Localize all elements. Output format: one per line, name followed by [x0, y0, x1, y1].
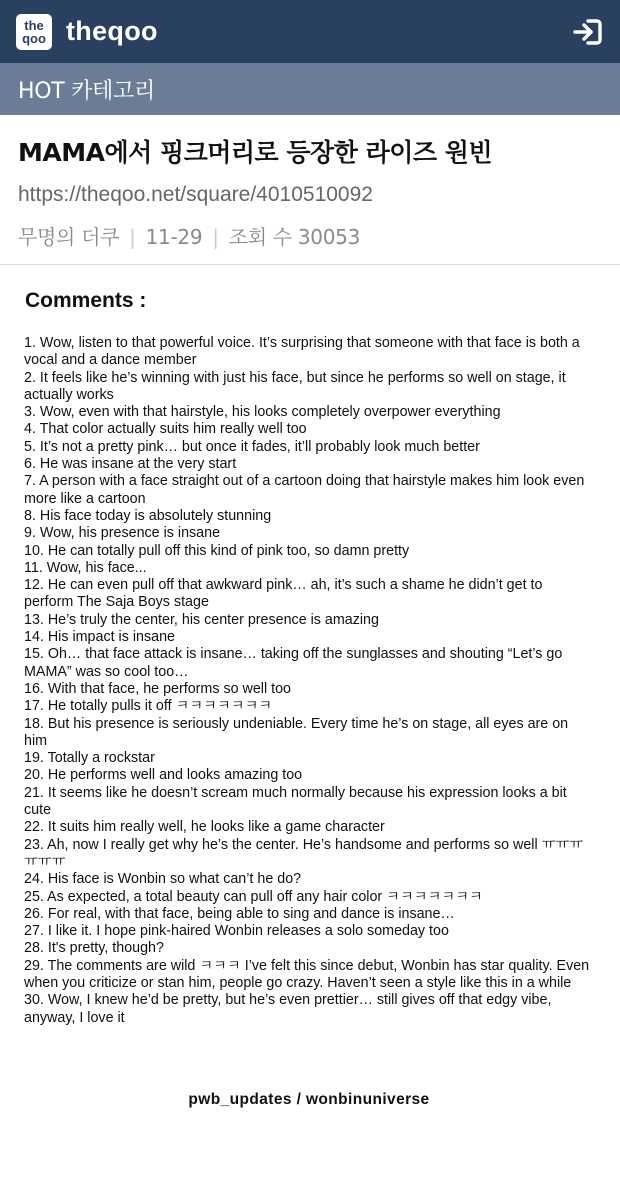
post-meta — [18, 221, 602, 250]
logo-line-2: qoo — [22, 30, 46, 46]
comment-item: 9. Wow, his presence is insane — [24, 525, 221, 542]
comment-item: 28. It's pretty, though? — [24, 940, 164, 957]
top-bar — [0, 0, 620, 63]
comment-item: 27. I like it. I hope pink-haired Wonbin releases a solo someday too — [24, 923, 449, 940]
comment-item: 5. It’s not a pretty pink… but once it fades, it’ll probably look much better — [24, 438, 480, 455]
comment-item: 30. Wow, I knew he’d be pretty, but he’s even prettier… still gives off that edgy vibe, anyway, I love it — [24, 992, 552, 1026]
brand-name[interactable]: theqoo — [66, 16, 158, 46]
meta-divider: | — [129, 225, 136, 249]
comment-item: 25. As expected, a total beauty can pull off any hair color ㅋㅋㅋㅋㅋㅋㅋ — [24, 888, 483, 905]
post-title: MAMA에서 핑크머리로 등장한 라이즈 원빈 — [18, 138, 493, 167]
meta-divider: | — [212, 225, 219, 249]
source-credit: pwb_updates / wonbinuniverse — [188, 1090, 430, 1108]
comment-item: 3. Wow, even with that hairstyle, his looks completely overpower everything — [24, 404, 501, 421]
comment-item: 7. A person with a face straight out of a cartoon doing that hairstyle makes him look even more like a cartoon — [24, 473, 585, 507]
comment-item: 14. His impact is insane — [24, 629, 175, 646]
comment-item: 17. He totally pulls it off ㅋㅋㅋㅋㅋㅋㅋ — [24, 698, 273, 715]
post-date: 11-29 — [145, 225, 203, 249]
login-button[interactable] — [570, 15, 604, 49]
comment-item: 19. Totally a rockstar — [24, 750, 155, 767]
post-author: 무명의 더쿠 — [18, 225, 120, 249]
comment-item: 22. It suits him really well, he looks like a game character — [24, 819, 385, 836]
login-arrow-icon — [572, 18, 602, 46]
post-header — [0, 115, 620, 265]
comment-item: 18. But his presence is seriously undeniable. Every time he’s on stage, all eyes are on him — [24, 715, 569, 749]
comment-item: 2. It feels like he’s winning with just his face, but since he performs so well on stage, it actually works — [24, 369, 566, 403]
comment-item: 16. With that face, he performs so well too — [24, 680, 291, 697]
theqoo-logo[interactable] — [16, 14, 52, 50]
post-body — [0, 265, 620, 1109]
comment-item: 15. Oh… that face attack is insane… taking off the sunglasses and shouting “Let’s go MAMA” was so cool too… — [24, 646, 563, 680]
comment-item: 26. For real, with that face, being able to sing and dance is insane… — [24, 905, 455, 922]
comment-item: 23. Ah, now I really get why he’s the center. He’s handsome and performs so well ㅠㅠㅠㅠㅠㅠ — [24, 836, 584, 870]
comment-item: 10. He can totally pull off this kind of pink too, so damn pretty — [24, 542, 410, 559]
category-bar[interactable] — [0, 63, 620, 115]
comments-heading: Comments : — [25, 289, 147, 312]
comment-item: 13. He’s truly the center, his center presence is amazing — [24, 611, 379, 628]
comment-item: 24. His face is Wonbin so what can’t he do? — [24, 871, 302, 888]
category-label[interactable]: HOT 카테고리 — [18, 78, 155, 104]
post-url[interactable]: https://theqoo.net/square/4010510092 — [18, 183, 373, 206]
comment-item: 6. He was insane at the very start — [24, 456, 237, 473]
comment-item: 21. It seems like he doesn’t scream much normally because his expression looks a bit cute — [24, 784, 567, 819]
logo-line-1: the — [24, 17, 44, 33]
comment-item: 1. Wow, listen to that powerful voice. It’s surprising that someone with that face is both a vocal and a dance member — [24, 335, 580, 369]
comment-item: 11. Wow, his face... — [24, 559, 147, 576]
comment-item: 20. He performs well and looks amazing too — [24, 767, 303, 784]
post-views: 조회 수 30053 — [228, 225, 361, 249]
comment-item: 12. He can even pull off that awkward pink… ah, it’s such a shame he didn’t get to perform The Saja Boys stage — [24, 577, 543, 611]
comment-item: 8. His face today is absolutely stunning — [24, 507, 272, 524]
comment-item: 4. That color actually suits him really well too — [24, 421, 307, 438]
comment-list — [24, 335, 594, 1027]
comment-item: 29. The comments are wild ㅋㅋㅋ I’ve felt this since debut, Wonbin has star quality. Even when you criticize or stan him, people go crazy. Haven’t seen a style like this in a while — [24, 957, 590, 991]
